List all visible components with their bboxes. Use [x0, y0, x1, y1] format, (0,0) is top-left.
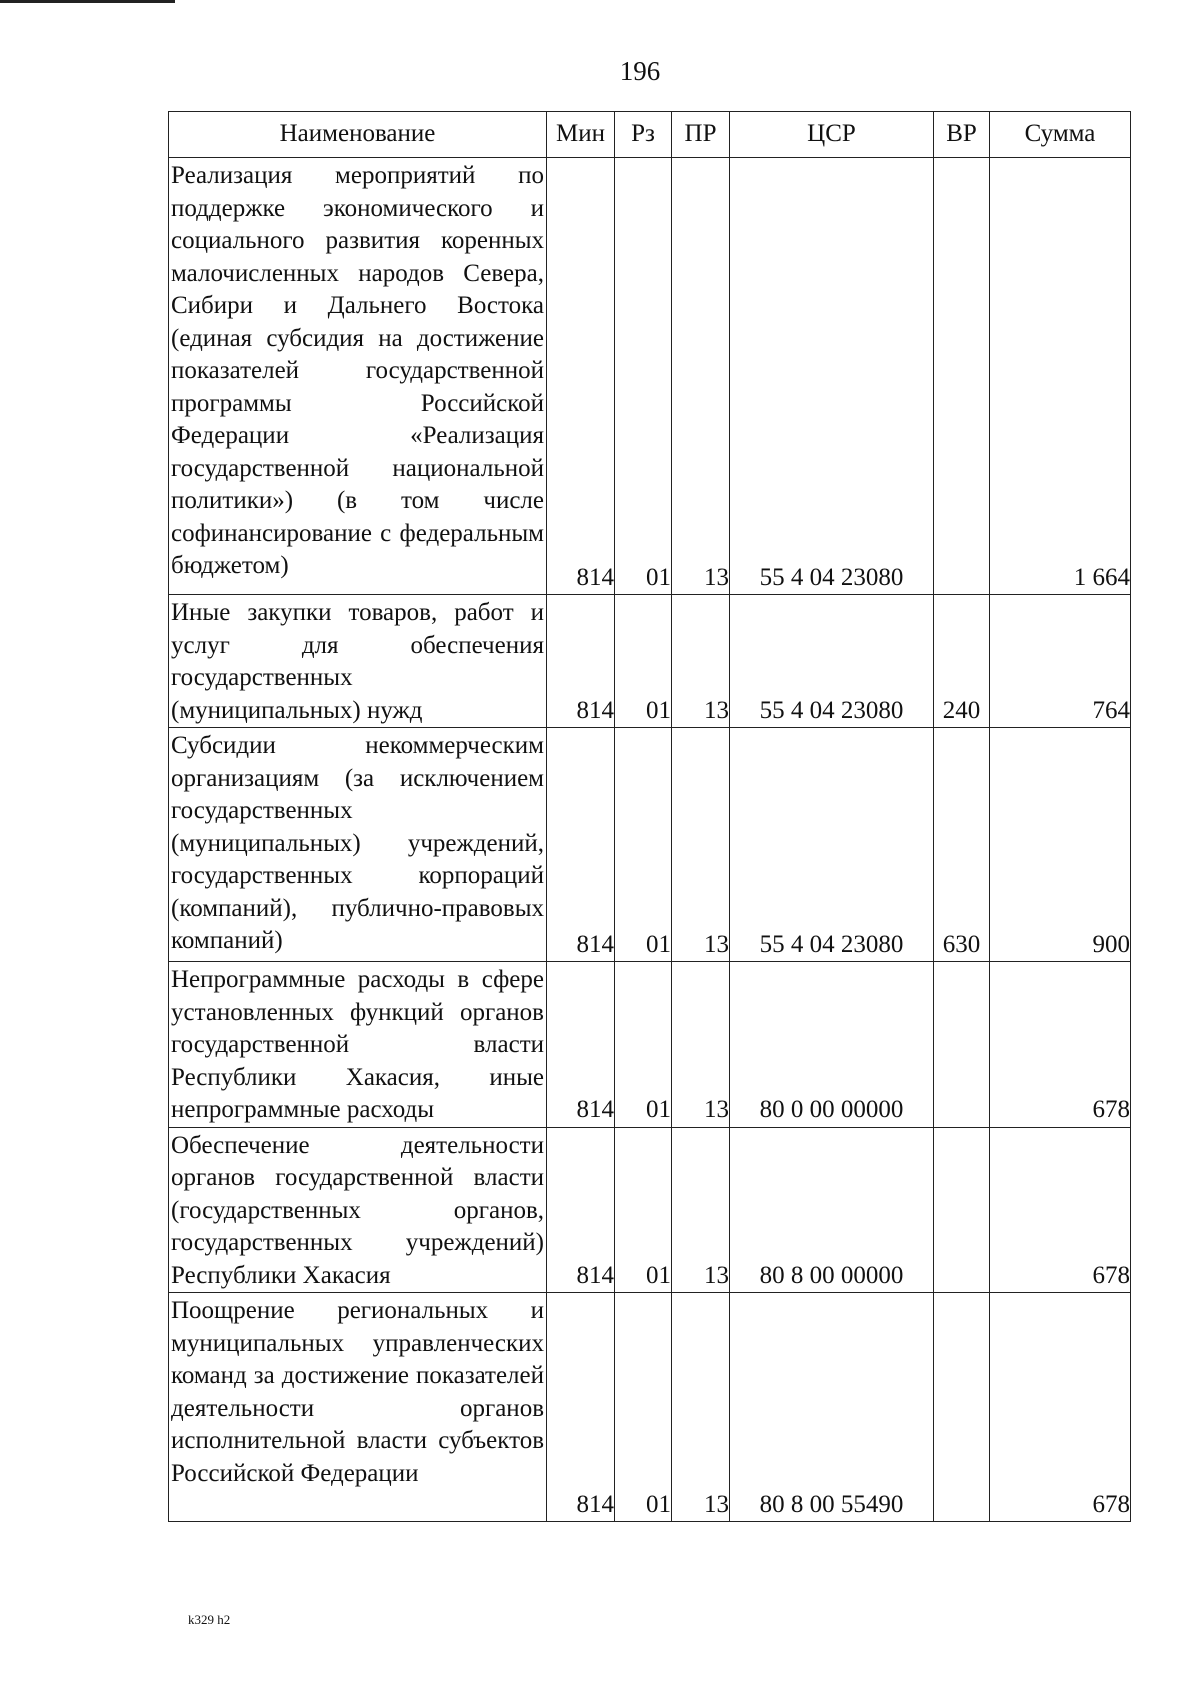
row-csr: 55 4 04 23080 — [730, 595, 934, 728]
page-number: 196 — [619, 56, 661, 86]
header-csr: ЦСР — [730, 112, 934, 158]
row-vr: 630 — [934, 728, 990, 962]
table-row — [169, 1293, 1131, 1522]
table-row — [169, 595, 1131, 728]
row-pr: 13 — [672, 158, 730, 595]
row-pr: 13 — [672, 962, 730, 1128]
row-sum: 678 — [990, 1293, 1131, 1522]
row-pr: 13 — [672, 728, 730, 962]
row-vr — [934, 1127, 990, 1293]
row-name: Обеспечение деятельности органов государственной власти (государственных органов, государственных учреждений) Республики Хакасия — [169, 1127, 547, 1293]
header-sum: Сумма — [990, 112, 1131, 158]
row-min: 814 — [547, 595, 615, 728]
row-csr: 55 4 04 23080 — [730, 728, 934, 962]
header-rz: Рз — [615, 112, 672, 158]
row-rz: 01 — [615, 962, 672, 1128]
row-vr — [934, 1293, 990, 1522]
header-pr: ПР — [672, 112, 730, 158]
footer-code: k329 h2 — [188, 1612, 231, 1627]
row-name: Субсидии некоммерческим организациям (за исключением государственных (муниципальных) учреждений, государственных корпораций (компаний), публично-правовых компаний) — [169, 728, 547, 962]
table-row — [169, 962, 1131, 1128]
row-min: 814 — [547, 158, 615, 595]
row-pr: 13 — [672, 1127, 730, 1293]
table-row — [169, 1127, 1131, 1293]
row-rz: 01 — [615, 728, 672, 962]
row-vr — [934, 962, 990, 1128]
row-name: Иные закупки товаров, работ и услуг для обеспечения государственных (муниципальных) нужд — [169, 595, 547, 728]
row-name: Поощрение региональных и муниципальных управленческих команд за достижение показателей деятельности органов исполнительной власти субъектов Российской Федерации — [169, 1293, 547, 1522]
row-rz: 01 — [615, 158, 672, 595]
row-csr: 80 0 00 00000 — [730, 962, 934, 1128]
row-vr: 240 — [934, 595, 990, 728]
row-rz: 01 — [615, 1293, 672, 1522]
header-name: Наименование — [169, 112, 547, 158]
row-min: 814 — [547, 1293, 615, 1522]
row-sum: 1 664 — [990, 158, 1131, 595]
row-sum: 764 — [990, 595, 1131, 728]
header-min: Мин — [547, 112, 615, 158]
header-vr: ВР — [934, 112, 990, 158]
budget-table — [168, 111, 1131, 1522]
row-csr: 55 4 04 23080 — [730, 158, 934, 595]
row-name: Реализация мероприятий по поддержке экономического и социального развития коренных малочисленных народов Севера, Сибири и Дальнего Востока (единая субсидия на достижение показателей государственной программы Российской Федерации «Реализация государственной национальной политики») (в том числе софинансирование с федеральным бюджетом) — [169, 158, 547, 595]
row-min: 814 — [547, 962, 615, 1128]
row-sum: 678 — [990, 962, 1131, 1128]
top-edge-rule — [0, 0, 175, 3]
row-rz: 01 — [615, 595, 672, 728]
table-header-row — [169, 112, 1131, 158]
row-csr: 80 8 00 55490 — [730, 1293, 934, 1522]
row-vr — [934, 158, 990, 595]
row-min: 814 — [547, 728, 615, 962]
row-sum: 900 — [990, 728, 1131, 962]
row-min: 814 — [547, 1127, 615, 1293]
row-name: Непрограммные расходы в сфере установленных функций органов государственной власти Республики Хакасия, иные непрограммные расходы — [169, 962, 547, 1128]
row-pr: 13 — [672, 595, 730, 728]
table-row — [169, 728, 1131, 962]
row-pr: 13 — [672, 1293, 730, 1522]
row-rz: 01 — [615, 1127, 672, 1293]
row-sum: 678 — [990, 1127, 1131, 1293]
row-csr: 80 8 00 00000 — [730, 1127, 934, 1293]
table-row — [169, 158, 1131, 595]
